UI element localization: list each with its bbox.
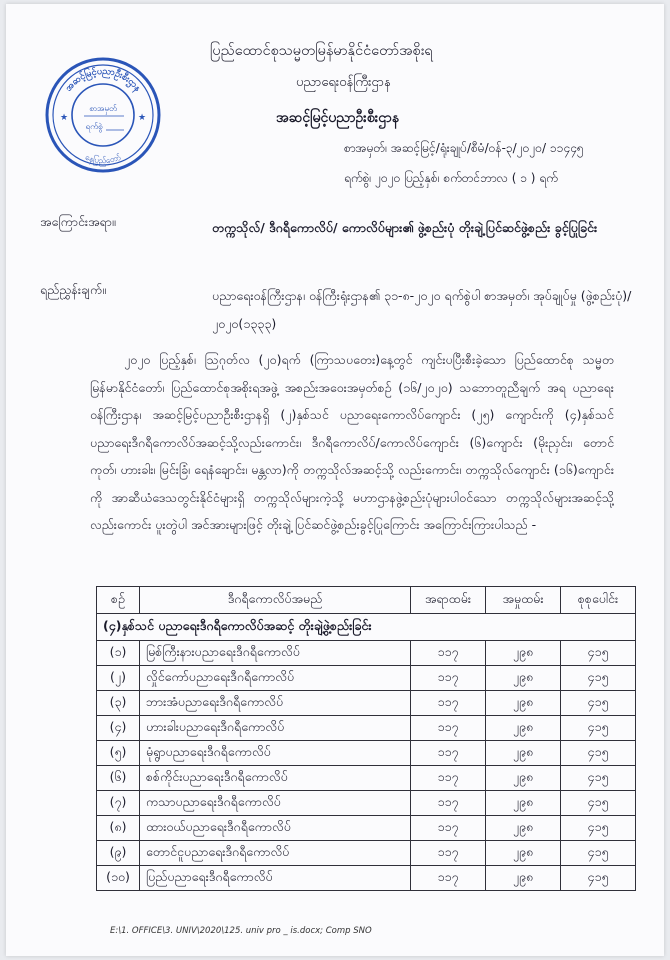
table-section-row bbox=[97, 614, 636, 641]
seal-top-text: အဆင့်မြင့်ပညာဦးစီးဌာန bbox=[63, 66, 143, 94]
official-seal bbox=[44, 56, 162, 174]
section-title: (၄)နှစ်သင် ပညာရေးဒီဂရီကောလိပ်အဆင့် တိုးချဲ့ဖွဲ့စည်းခြင်း bbox=[97, 614, 636, 641]
col-header-officers: အရာထမ်း bbox=[411, 587, 486, 614]
table-row bbox=[97, 841, 636, 866]
college-name: ပြည်ပညာရေးဒီဂရီကောလိပ် bbox=[140, 866, 411, 891]
officers-count: ၁၁၇ bbox=[411, 741, 486, 766]
officers-count: ၁၁၇ bbox=[411, 691, 486, 716]
total-count: ၄၁၅ bbox=[561, 716, 636, 741]
row-number: (၃) bbox=[97, 691, 140, 716]
officers-count: ၁၁၇ bbox=[411, 791, 486, 816]
officers-count: ၁၁၇ bbox=[411, 666, 486, 691]
total-count: ၄၁၅ bbox=[561, 841, 636, 866]
body-paragraph: ၂၀၂၀ ပြည့်နှစ်၊ ဩဂုတ်လ (၂၀)ရက် (ကြာသပတေး)နေ့တွင် ကျင်းပပြီးစီးခဲ့သော ပြည်ထောင်စု သမ္မတမြန်မာနိုင်ငံတော်၊ ပြည်ထောင်စုအစိုးရအဖွဲ့ အစည်းအဝေးအမှတ်စဉ် (၁၆/၂၀၂၀) သဘောတူညီချက် အရ ပညာရေးဝန်ကြီးဌာန၊ အဆင့်မြင့်ပညာဦးစီးဌာနရှိ (၂)နှစ်သင် ပညာရေးကောလိပ်ကျောင်း (၂၅) ကျောင်းကို (၄)နှစ်သင် ပညာရေးဒီဂရီကောလိပ်အဆင့်သို့လည်းကောင်း၊ ဒီဂရီကောလိပ်/ကောလိပ်ကျောင်း (၆)ကျောင်း (မိုးညှင်း၊ တောင်ကုတ်၊ ဟားခါး၊ မြင်းခြံ၊ ရေနံချောင်း၊ မန္တလာ)ကို တက္ကသိုလ်အဆင့်သို့ လည်းကောင်း၊ တက္ကသိုလ်ကျောင်း (၁၆)ကျောင်းကို အာဆီယံဒေသတွင်းနိုင်ငံများရှိ တက္ကသိုလ်များကဲ့သို့ မဟာဌာနဖွဲ့စည်းပုံများပါဝင်သော တက္ကသိုလ်များအဆင့်သို့လည်းကောင်း ပူးတွဲပါ အင်အားများဖြင့် တိုးချဲ့ ပြင်ဆင်ဖွဲ့စည်းခွင့်ပြုကြောင်း အကြောင်းကြားပါသည် - bbox=[90, 352, 614, 532]
officers-count: ၁၁၇ bbox=[411, 866, 486, 891]
table-header-row bbox=[97, 587, 636, 614]
svg-text:နေပြည်တော် bbox=[83, 152, 121, 167]
college-name: မုံရွာပညာရေးဒီဂရီကောလိပ် bbox=[140, 741, 411, 766]
seal-bottom-text: နေပြည်တော် bbox=[84, 152, 122, 166]
table-row bbox=[97, 866, 636, 891]
row-number: (၈) bbox=[97, 816, 140, 841]
staff-count: ၂၉၈ bbox=[486, 691, 561, 716]
table-row bbox=[97, 691, 636, 716]
row-number: (၉) bbox=[97, 841, 140, 866]
row-number: (၅) bbox=[97, 741, 140, 766]
table-row bbox=[97, 766, 636, 791]
row-number: (၄) bbox=[97, 716, 140, 741]
department-title: အဆင့်မြင့်ပညာဦးစီးဌာန bbox=[276, 110, 400, 126]
college-name: ဟားခါးပညာရေးဒီဂရီကောလိပ် bbox=[140, 716, 411, 741]
subject-label: အကြောင်းအရာ။ bbox=[40, 214, 116, 229]
staff-count: ၂၉၈ bbox=[486, 866, 561, 891]
row-number: (၁) bbox=[97, 641, 140, 666]
table-row bbox=[97, 641, 636, 666]
reference-number: စာအမှတ်၊ အဆင့်မြင့်/ရုံးချုပ်/စီမံ/ဝန်-၃/၂၀၂၀/ ၁၁၄၄၅ bbox=[344, 141, 584, 155]
row-number: (၂) bbox=[97, 666, 140, 691]
table-row bbox=[97, 716, 636, 741]
college-name: ကသာပညာရေးဒီဂရီကောလိပ် bbox=[140, 791, 411, 816]
staff-count: ၂၉၈ bbox=[486, 741, 561, 766]
staff-count: ၂၉၈ bbox=[486, 841, 561, 866]
svg-text:အဆင့်မြင့်ပညာဦးစီးဌာန bbox=[64, 66, 143, 95]
college-name: ဘားအံပညာရေးဒီဂရီကောလိပ် bbox=[140, 691, 411, 716]
total-count: ၄၁၅ bbox=[561, 741, 636, 766]
ministry-title: ပညာရေးဝန်ကြီးဌာန bbox=[296, 75, 391, 90]
table-row bbox=[97, 816, 636, 841]
document-page bbox=[6, 4, 664, 956]
svg-text:★: ★ bbox=[59, 113, 69, 123]
total-count: ၄၁၅ bbox=[561, 866, 636, 891]
officers-count: ၁၁၇ bbox=[411, 816, 486, 841]
table-row bbox=[97, 791, 636, 816]
officers-count: ၁၁၇ bbox=[411, 841, 486, 866]
total-count: ၄၁၅ bbox=[561, 666, 636, 691]
row-number: (၇) bbox=[97, 791, 140, 816]
reference-text: ပညာရေးဝန်ကြီးဌာန၊ ဝန်ကြီးရုံးဌာန၏ ၃၁-၈-၂၀၂၀ ရက်စွဲပါ စာအမှတ်၊ အုပ်ချုပ်မှု (ဖွဲ့စည်းပုံ)/၂၀၂၀(၁၃၃၃) bbox=[212, 288, 632, 331]
row-number: (၁၀) bbox=[97, 866, 140, 891]
file-path-footer: E:\1. OFFICE\3. UNIV\2020\125. univ pro _ is.docx; Comp SNO bbox=[110, 926, 372, 936]
total-count: ၄၁၅ bbox=[561, 641, 636, 666]
col-header-name: ဒီဂရီကောလိပ်အမည် bbox=[140, 587, 411, 614]
seal-date-label: ရက်စွဲ bbox=[85, 122, 103, 131]
staff-count: ၂၉၈ bbox=[486, 766, 561, 791]
officers-count: ၁၁၇ bbox=[411, 716, 486, 741]
seal-ref-label: စာအမှတ် bbox=[89, 104, 117, 113]
total-count: ၄၁၅ bbox=[561, 691, 636, 716]
staff-count: ၂၉၈ bbox=[486, 641, 561, 666]
table-row bbox=[97, 666, 636, 691]
college-name: ထားဝယ်ပညာရေးဒီဂရီကောလိပ် bbox=[140, 816, 411, 841]
table-row bbox=[97, 741, 636, 766]
college-name: တောင်ငူပညာရေးဒီဂရီကောလိပ် bbox=[140, 841, 411, 866]
college-name: စစ်ကိုင်းပညာရေးဒီဂရီကောလိပ် bbox=[140, 766, 411, 791]
reference-label: ရည်ညွှန်းချက်။ bbox=[40, 282, 107, 297]
officers-count: ၁၁၇ bbox=[411, 766, 486, 791]
total-count: ၄၁၅ bbox=[561, 816, 636, 841]
total-count: ၄၁၅ bbox=[561, 766, 636, 791]
row-number: (၆) bbox=[97, 766, 140, 791]
college-table bbox=[96, 586, 636, 891]
col-header-staff: အမှုထမ်း bbox=[486, 587, 561, 614]
subject-text: တက္ကသိုလ်/ ဒီဂရီကောလိပ်/ ကောလိပ်များ၏ ဖွဲ့စည်းပုံ တိုးချဲ့ပြင်ဆင်ဖွဲ့စည်း ခွင့်ပြုခြင်း bbox=[212, 220, 598, 235]
officers-count: ၁၁၇ bbox=[411, 641, 486, 666]
staff-count: ၂၉၈ bbox=[486, 716, 561, 741]
staff-count: ၂၉၈ bbox=[486, 816, 561, 841]
letter-date: ရက်စွဲ၊ ၂၀၂၀ ပြည့်နှစ်၊ စက်တင်ဘာလ ( ၁ ) ရက် bbox=[344, 171, 558, 185]
col-header-no: စဉ် bbox=[97, 587, 140, 614]
staff-count: ၂၉၈ bbox=[486, 666, 561, 691]
staff-count: ၂၉၈ bbox=[486, 791, 561, 816]
col-header-total: စုစုပေါင်း bbox=[561, 587, 636, 614]
government-title: ပြည်ထောင်စုသမ္မတမြန်မာနိုင်ငံတော်အစိုးရ bbox=[210, 43, 433, 59]
college-name: လှိုင်ကော်ပညာရေးဒီဂရီကောလိပ် bbox=[140, 666, 411, 691]
total-count: ၄၁၅ bbox=[561, 791, 636, 816]
college-name: မြစ်ကြီးနားပညာရေးဒီဂရီကောလိပ် bbox=[140, 641, 411, 666]
svg-text:★: ★ bbox=[137, 113, 147, 123]
